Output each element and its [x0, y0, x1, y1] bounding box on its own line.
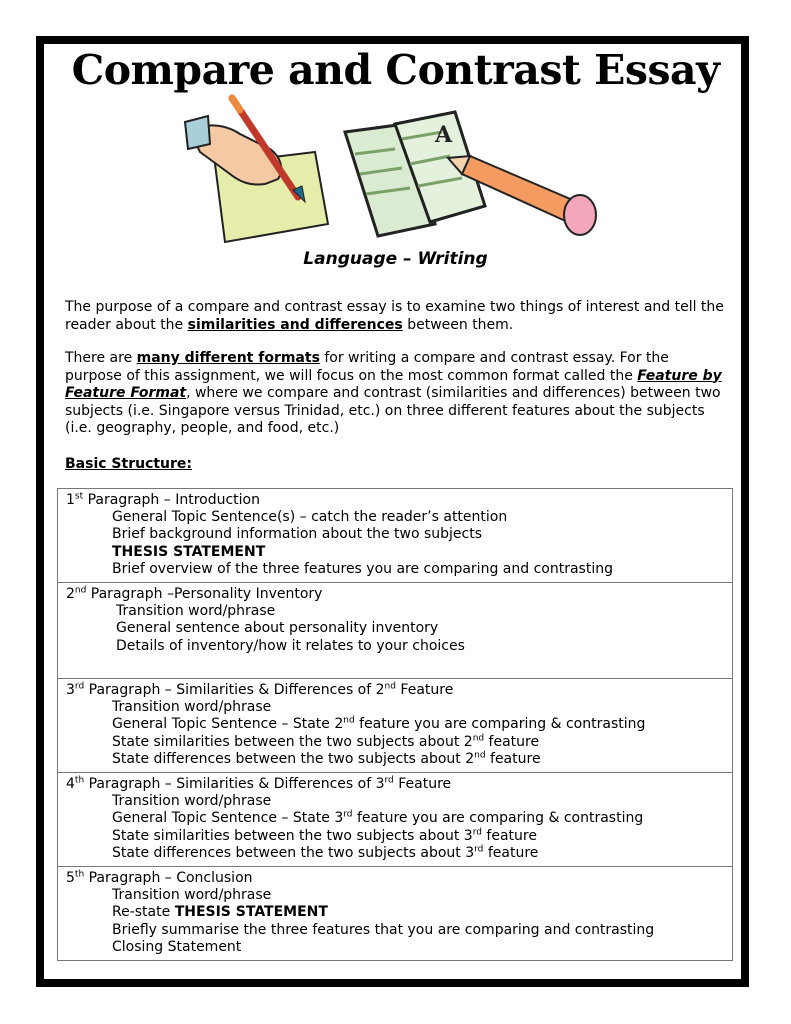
intro-p1-text-end: between them. — [402, 316, 514, 333]
paragraph-line: Closing Statement — [112, 938, 242, 955]
paragraph-heading: 1st Paragraph – Introduction — [66, 491, 260, 508]
paragraph-line: THESIS STATEMENT — [112, 543, 266, 560]
paragraph-line: Brief background information about the two subjects — [112, 526, 483, 543]
intro-p1-emphasis: similarities and differences — [187, 316, 403, 333]
paragraph-line: Transition word/phrase — [112, 887, 272, 904]
structure-heading: Basic Structure: — [65, 456, 193, 472]
paragraph-1-cell — [58, 489, 733, 583]
paragraph-line: State differences between the two subjects about 3rd feature — [112, 844, 539, 861]
paragraph-line: State similarities between the two subjects about 3rd feature — [112, 826, 537, 844]
paragraph-line: General Topic Sentence(s) – catch the reader’s attention — [112, 509, 508, 526]
paragraph-heading: 4th Paragraph – Similarities & Differences of 3rd Feature — [66, 775, 452, 793]
paragraph-line: General sentence about personality inventory — [116, 620, 439, 637]
papers-pencil-icon — [345, 112, 596, 236]
intro-p2-text-b: for writing a compare and contrast essay. For the purpose of this assignment, we will focus on the most common format called the — [65, 350, 669, 384]
paragraph-line: Brief overview of the three features you are comparing and contrasting — [112, 560, 613, 577]
paragraph-line: Briefly summarise the three features that you are comparing and contrasting — [112, 921, 655, 938]
intro-p2-emphasis-2: Feature by Feature Format — [65, 367, 722, 401]
paragraph-line: State similarities between the two subjects about 2nd feature — [112, 732, 540, 750]
paragraph-3-cell — [58, 679, 733, 773]
paragraph-line: Transition word/phrase — [112, 699, 272, 716]
page-title: Compare and Contrast Essay — [71, 46, 720, 94]
intro-p2-text-a: There are — [65, 350, 137, 366]
intro-paragraph-2 — [65, 350, 725, 438]
paragraph-line: General Topic Sentence – State 2nd feature you are comparing & contrasting — [112, 715, 646, 733]
writing-clipart-image — [180, 94, 610, 249]
svg-text:A: A — [435, 122, 453, 148]
hand-writing-icon — [185, 98, 328, 242]
table-row — [58, 679, 733, 773]
intro-p2-emphasis-1: many different formats — [136, 350, 320, 366]
page-subtitle: Language – Writing — [303, 249, 488, 269]
paragraph-5-cell — [58, 867, 733, 961]
paragraph-line: General Topic Sentence – State 3rd feature you are comparing & contrasting — [112, 809, 644, 827]
paragraph-line: Transition word/phrase — [116, 603, 276, 620]
paragraph-line: Details of inventory/how it relates to your choices — [116, 637, 465, 654]
paragraph-2-cell — [58, 583, 733, 679]
intro-p2-text-c: , where we compare and contrast (similarities and differences) between two subjects (i.e. Singapore versus Trinidad, etc.) on three different features about the subjects (i.e. geography, people, and food, etc.) — [65, 385, 721, 436]
paragraph-line: State differences between the two subjects about 2nd feature — [112, 750, 541, 767]
table-row — [58, 489, 733, 583]
paragraph-heading: 5th Paragraph – Conclusion — [66, 869, 253, 887]
paragraph-line: Transition word/phrase — [112, 793, 272, 810]
paragraph-heading: 2nd Paragraph –Personality Inventory — [66, 585, 323, 603]
paragraph-heading: 3rd Paragraph – Similarities & Differences of 2nd Feature — [66, 681, 454, 699]
table-row — [58, 773, 733, 867]
table-row — [58, 583, 733, 679]
table-row — [58, 867, 733, 961]
paragraph-line: Re-state THESIS STATEMENT — [112, 904, 328, 921]
structure-table — [57, 488, 733, 961]
intro-p1-text: The purpose of a compare and contrast essay is to examine two things of interest and tell the reader about the — [65, 299, 724, 333]
intro-paragraph-1 — [65, 299, 725, 334]
paragraph-4-cell — [58, 773, 733, 867]
